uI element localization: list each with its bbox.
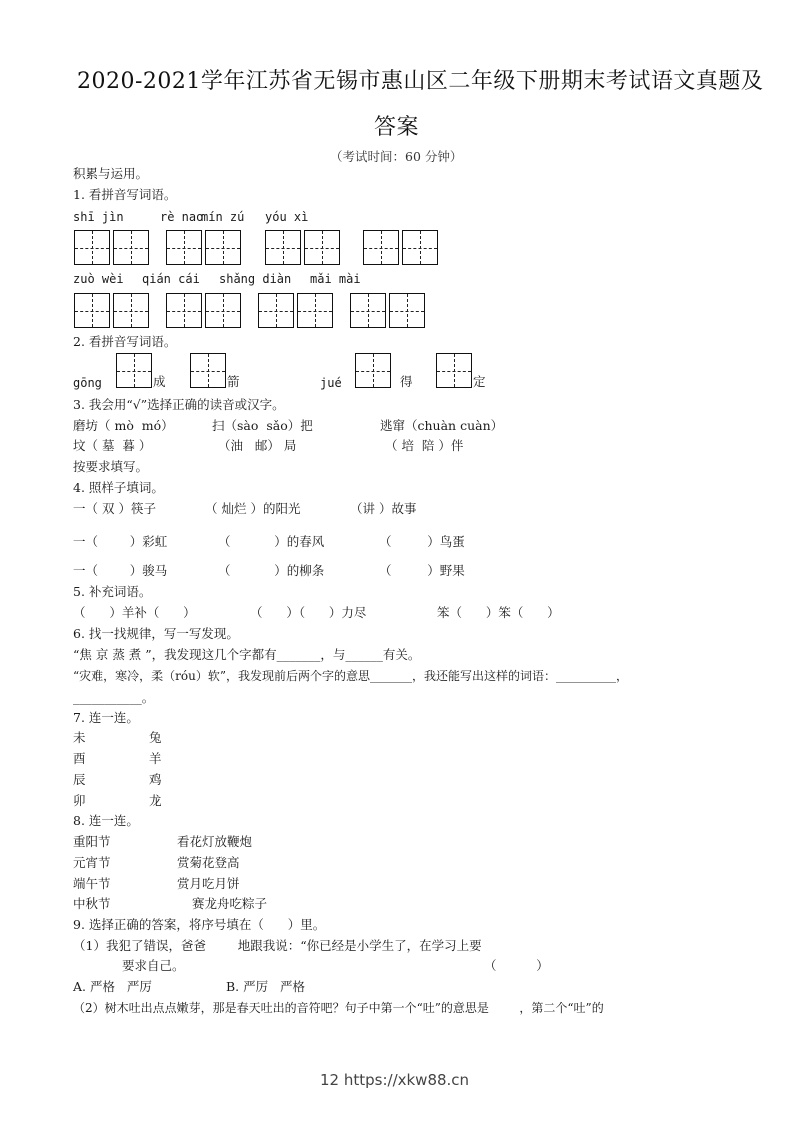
choice-item[interactable]: 坟（ 墓 暮 ） <box>73 438 152 453</box>
pinyin: zuò wèi <box>73 272 124 286</box>
option-a[interactable]: A. 严格 严厉 <box>73 979 152 994</box>
page-title-continued: 答案 <box>374 115 420 140</box>
match-right[interactable]: 鸡 <box>149 772 162 787</box>
choice-item[interactable]: 扫（sào sǎo）把 <box>212 418 313 433</box>
fill-blank[interactable]: （ ）（ ）力尽 <box>250 605 367 620</box>
sub-question-2: （2）树木吐出点点嫩芽，那是春天吐出的音符吧？句子中第一个“吐”的意思是 ，第二个“吐”的 <box>73 1001 604 1015</box>
question-5-label: 5. 补充词语。 <box>73 584 152 599</box>
writing-grid-box[interactable] <box>166 293 202 328</box>
pinyin: mín zú <box>201 210 245 224</box>
choice-item[interactable]: （油 邮） 局 <box>218 438 297 453</box>
writing-grid-box[interactable] <box>389 293 425 328</box>
writing-grid-box[interactable] <box>74 293 110 328</box>
fill-blank[interactable]: 一（ ）彩虹 <box>73 534 168 549</box>
page-title: 2020-2021学年江苏省无锡市惠山区二年级下册期末考试语文真题及 <box>77 69 764 94</box>
choice-item[interactable]: 逃窜（chuàn cuàn） <box>380 418 504 433</box>
pinyin: gōng <box>73 376 102 390</box>
example-phrase: （ 灿烂 ）的阳光 <box>205 501 301 516</box>
writing-grid-box[interactable] <box>402 230 438 265</box>
pinyin: qián cái <box>142 272 200 286</box>
choice-item[interactable]: 磨坊（ mò mó） <box>73 418 174 433</box>
match-left[interactable]: 酉 <box>73 751 86 766</box>
char-suffix: 定 <box>473 374 486 389</box>
pinyin: shī jìn <box>73 210 124 224</box>
match-right[interactable]: 羊 <box>149 751 162 766</box>
example-phrase: （讲 ）故事 <box>350 501 417 516</box>
writing-grid-box[interactable] <box>436 353 472 388</box>
match-right[interactable]: 看花灯放鞭炮 <box>177 834 253 849</box>
match-right[interactable]: 兔 <box>149 730 162 745</box>
answer-blank[interactable]: （ ） <box>484 958 549 973</box>
fill-blank[interactable]: ___________。 <box>73 690 155 705</box>
fill-blank[interactable]: （ ）鸟蛋 <box>379 534 465 549</box>
writing-grid-box[interactable] <box>205 230 241 265</box>
writing-grid-box[interactable] <box>355 353 391 388</box>
question-2-label: 2. 看拼音写词语。 <box>73 334 177 349</box>
writing-grid-box[interactable] <box>304 230 340 265</box>
match-right[interactable]: 龙 <box>149 793 162 808</box>
pinyin: mǎi mài <box>310 272 361 286</box>
writing-grid-box[interactable] <box>265 230 301 265</box>
match-left[interactable]: 辰 <box>73 772 86 787</box>
example-phrase: 一（ 双 ）筷子 <box>73 501 156 516</box>
match-right[interactable]: 赏菊花登高 <box>177 855 240 870</box>
question-4-label: 4. 照样子填词。 <box>73 480 164 495</box>
exam-time: （考试时间：60 分钟） <box>330 149 463 164</box>
writing-grid-box[interactable] <box>350 293 386 328</box>
fill-blank[interactable]: “焦 京 蒸 煮 ”，我发现这几个字都有_______，与______有关。 <box>73 647 421 662</box>
question-1-label: 1. 看拼音写词语。 <box>73 187 177 202</box>
question-8-label: 8. 连一连。 <box>73 813 139 828</box>
sub-question-1-cont: 要求自己。 <box>122 958 185 973</box>
writing-grid-box[interactable] <box>297 293 333 328</box>
fill-blank[interactable]: （ ）的春风 <box>218 534 325 549</box>
question-7-label: 7. 连一连。 <box>73 710 139 725</box>
fill-blank[interactable]: （ ）的柳条 <box>218 563 325 578</box>
choice-item[interactable]: （ 培 陪 ）伴 <box>385 438 464 453</box>
match-right[interactable]: 赛龙舟吃粽子 <box>192 896 268 911</box>
writing-grid-box[interactable] <box>166 230 202 265</box>
match-left[interactable]: 未 <box>73 730 86 745</box>
fill-blank[interactable]: 一（ ）骏马 <box>73 563 168 578</box>
page-footer: 12 https://xkw88.cn <box>320 1071 470 1089</box>
pinyin: shǎng diàn <box>219 272 292 286</box>
option-b[interactable]: B. 严厉 严格 <box>226 979 306 994</box>
pinyin: rè nao <box>160 210 204 224</box>
question-3-label: 3. 我会用“√”选择正确的读音或汉字。 <box>73 397 285 412</box>
fill-blank[interactable]: 笨（ ）笨（ ） <box>437 605 560 620</box>
section-heading: 按要求填写。 <box>73 459 149 474</box>
match-right[interactable]: 赏月吃月饼 <box>177 876 240 891</box>
match-left[interactable]: 重阳节 <box>73 834 111 849</box>
writing-grid-box[interactable] <box>116 353 152 388</box>
section-heading: 积累与运用。 <box>73 166 149 181</box>
pinyin: yóu xì <box>265 210 309 224</box>
pinyin: jué <box>320 376 342 390</box>
question-6-label: 6. 找一找规律，写一写发现。 <box>73 626 239 641</box>
question-9-label: 9. 选择正确的答案，将序号填在（ ）里。 <box>73 917 326 932</box>
fill-blank[interactable]: （ ）羊补（ ） <box>73 605 196 620</box>
writing-grid-box[interactable] <box>190 353 226 388</box>
writing-grid-box[interactable] <box>363 230 399 265</box>
match-left[interactable]: 中秋节 <box>73 896 111 911</box>
writing-grid-box[interactable] <box>74 230 110 265</box>
match-left[interactable]: 端午节 <box>73 876 111 891</box>
char-suffix: 成 <box>153 374 166 389</box>
fill-blank[interactable]: “灾难，寒冷，柔（róu）软”，我发现前后两个字的意思_______，我还能写出这样的词语：__________， <box>73 669 628 683</box>
char-suffix: 箭 <box>227 374 240 389</box>
match-left[interactable]: 元宵节 <box>73 855 111 870</box>
writing-grid-box[interactable] <box>258 293 294 328</box>
writing-grid-box[interactable] <box>205 293 241 328</box>
match-left[interactable]: 卯 <box>73 793 86 808</box>
char-suffix: 得 <box>400 374 413 389</box>
writing-grid-box[interactable] <box>113 293 149 328</box>
fill-blank[interactable]: （ ）野果 <box>379 563 465 578</box>
sub-question-1: （1）我犯了错误，爸爸 地跟我说：“你已经是小学生了，在学习上要 <box>73 938 482 953</box>
writing-grid-box[interactable] <box>113 230 149 265</box>
